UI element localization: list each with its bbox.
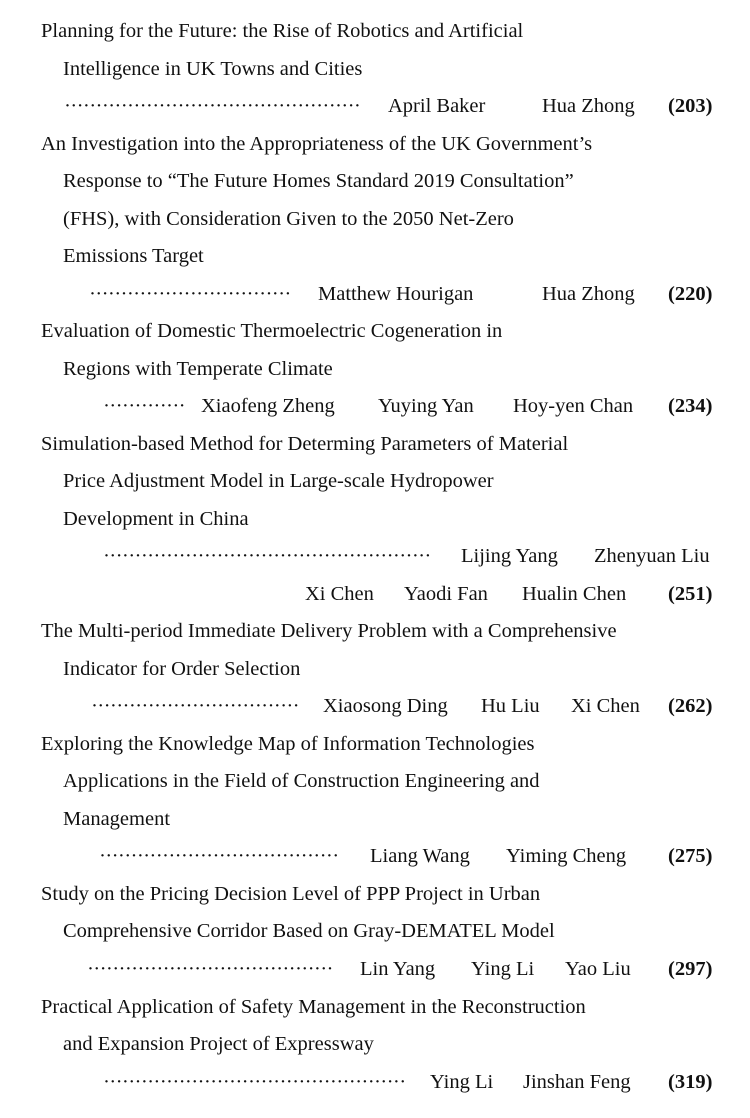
entry-title-text: Exploring the Knowledge Map of Information Technologies [41,733,535,755]
entry-title-line [0,463,750,500]
entry-title-text: The Multi-period Immediate Delivery Problem with a Comprehensive [41,620,617,642]
author-name: Ying Li [430,1071,494,1093]
author-name: Xiaosong Ding [323,695,448,717]
entry-title-line [0,876,750,913]
entry-title-text: (FHS), with Consideration Given to the 2050 Net-Zero [63,208,514,230]
author-name: April Baker [388,95,486,117]
page-number: (203) [668,95,713,117]
author-name: Xiaofeng Zheng [201,395,335,417]
author-name: Yuying Yan [378,395,474,417]
leader-dots: ··············································· [65,98,362,114]
leader-dots: ············· [104,398,186,414]
page-number: (251) [668,583,713,605]
entry-title-text: An Investigation into the Appropriateness of the UK Government’s [41,133,593,155]
entry-author-line [0,576,750,613]
author-name: Hua Zhong [542,95,635,117]
entry-author-line [0,538,750,575]
author-name: Zhenyuan Liu [594,545,710,567]
entry-title-text: Indicator for Order Selection [63,658,301,680]
entry-title-line [0,1026,750,1063]
entry-author-line [0,951,750,988]
entry-author-line [0,88,750,125]
author-name: Xi Chen [571,695,640,717]
entry-title-line [0,989,750,1026]
author-name: Hualin Chen [522,583,627,605]
entry-title-line [0,763,750,800]
page-number: (319) [668,1071,713,1093]
leader-dots: ······································ [100,848,340,864]
entry-title-line [0,501,750,538]
entry-title-line [0,163,750,200]
entry-author-line [0,688,750,725]
entry-author-line [0,276,750,313]
entry-title-line [0,126,750,163]
entry-title-line [0,201,750,238]
entry-title-text: Comprehensive Corridor Based on Gray-DEMATEL Model [63,920,555,942]
author-name: Lin Yang [360,958,436,980]
entry-title-text: Response to “The Future Homes Standard 2019 Consultation” [63,170,574,192]
entry-title-text: Applications in the Field of Construction Engineering and [63,770,540,792]
author-name: Yao Liu [565,958,631,980]
entry-title-line [0,51,750,88]
author-name: Hoy-yen Chan [513,395,634,417]
entry-title-line [0,651,750,688]
entry-title-line [0,238,750,275]
entry-title-text: Development in China [63,508,249,530]
entry-title-text: Price Adjustment Model in Large-scale Hydropower [63,470,494,492]
author-name: Jinshan Feng [523,1071,631,1093]
entry-title-line [0,313,750,350]
author-name: Yaodi Fan [404,583,488,605]
page-number: (234) [668,395,713,417]
author-name: Matthew Hourigan [318,283,474,305]
entry-title-line [0,426,750,463]
entry-title-text: Evaluation of Domestic Thermoelectric Cogeneration in [41,320,503,342]
page-number: (297) [668,958,713,980]
entry-author-line [0,388,750,425]
author-name: Xi Chen [305,583,374,605]
entry-title-text: Simulation-based Method for Determing Parameters of Material [41,433,569,455]
author-name: Hua Zhong [542,283,635,305]
leader-dots: ················································ [104,1074,407,1090]
leader-dots: ······································· [88,961,334,977]
entry-title-line [0,613,750,650]
entry-author-line [0,838,750,875]
page-number: (220) [668,283,713,305]
leader-dots: ································· [92,698,300,714]
entry-title-text: Practical Application of Safety Management in the Reconstruction [41,996,586,1018]
entry-title-text: Emissions Target [63,245,204,267]
entry-title-text: Management [63,808,171,830]
entry-author-line [0,1064,750,1101]
entry-title-text: Intelligence in UK Towns and Cities [63,58,363,80]
entry-title-line [0,913,750,950]
entry-title-text: and Expansion Project of Expressway [63,1033,374,1055]
entry-title-line [0,351,750,388]
entry-title-text: Regions with Temperate Climate [63,358,333,380]
entry-title-line [0,13,750,50]
leader-dots: ···················································· [104,548,432,564]
entry-title-text: Planning for the Future: the Rise of Robotics and Artificial [41,20,524,42]
author-name: Ying Li [471,958,535,980]
entry-title-line [0,726,750,763]
author-name: Lijing Yang [461,545,558,567]
page-number: (262) [668,695,713,717]
entry-title-text: Study on the Pricing Decision Level of PPP Project in Urban [41,883,541,905]
leader-dots: ································ [90,286,292,302]
author-name: Liang Wang [370,845,470,867]
author-name: Hu Liu [481,695,540,717]
entry-title-line [0,801,750,838]
author-name: Yiming Cheng [506,845,627,867]
page-number: (275) [668,845,713,867]
